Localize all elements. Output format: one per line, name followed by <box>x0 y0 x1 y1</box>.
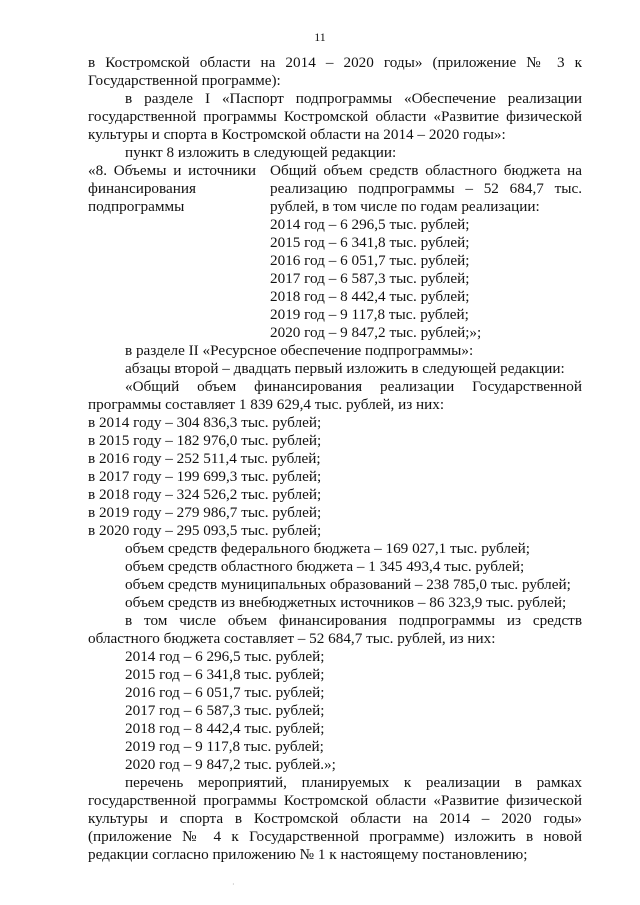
subprogram-year-2014: 2014 год – 6 296,5 тыс. рублей; <box>125 648 325 665</box>
section2-year-2018: в 2018 году – 324 526,2 тыс. рублей; <box>88 486 322 503</box>
source-regional: объем средств областного бюджета – 1 345 493,4 тыс. рублей; <box>125 558 525 575</box>
passport-year-2016: 2016 год – 6 051,7 тыс. рублей; <box>270 252 470 269</box>
section2-total-2: программы составляет 1 839 629,4 тыс. рублей, из них: <box>88 396 445 413</box>
intro-line-1: в Костромской области на 2014 – 2020 годы» (приложение № 3 к <box>88 54 582 71</box>
passport-left-3: подпрограммы <box>88 198 185 215</box>
scan-speck: · <box>232 880 235 889</box>
passport-year-2017: 2017 год – 6 587,3 тыс. рублей; <box>270 270 470 287</box>
subprogram-year-2020: 2020 год – 9 847,2 тыс. рублей.»; <box>125 756 336 773</box>
intro-line-4: государственной программы Костромской области «Развитие физической <box>88 108 582 125</box>
final-line-1: перечень мероприятий, планируемых к реализации в рамках <box>125 774 582 791</box>
intro-line-5: культуры и спорта в Костромской области на 2014 – 2020 годы»: <box>88 126 506 143</box>
passport-year-2015: 2015 год – 6 341,8 тыс. рублей; <box>270 234 470 251</box>
section2-year-2020: в 2020 году – 295 093,5 тыс. рублей; <box>88 522 322 539</box>
passport-year-2020: 2020 год – 9 847,2 тыс. рублей;»; <box>270 324 482 341</box>
intro-line-3: в разделе I «Паспорт подпрограммы «Обеспечение реализации <box>125 90 582 107</box>
subprogram-year-2018: 2018 год – 8 442,4 тыс. рублей; <box>125 720 325 737</box>
passport-left-2: финансирования <box>88 180 196 197</box>
passport-left-1: «8. Объемы и источники <box>88 162 256 179</box>
source-federal: объем средств федерального бюджета – 169 027,1 тыс. рублей; <box>125 540 531 557</box>
subprogram-line-1: в том числе объем финансирования подпрограммы из средств <box>125 612 582 629</box>
final-line-2: государственной программы Костромской области «Развитие физической <box>88 792 582 809</box>
section2-year-2017: в 2017 году – 199 699,3 тыс. рублей; <box>88 468 322 485</box>
section2-instruction: абзацы второй – двадцать первый изложить в следующей редакции: <box>125 360 565 377</box>
passport-right-1: Общий объем средств областного бюджета на <box>270 162 582 179</box>
section2-total-1: «Общий объем финансирования реализации Государственной <box>125 378 582 395</box>
subprogram-year-2015: 2015 год – 6 341,8 тыс. рублей; <box>125 666 325 683</box>
subprogram-year-2016: 2016 год – 6 051,7 тыс. рублей; <box>125 684 325 701</box>
page-number: 11 <box>314 30 326 44</box>
final-line-3: культуры и спорта в Костромской области на 2014 – 2020 годы» <box>88 810 582 827</box>
passport-year-2018: 2018 год – 8 442,4 тыс. рублей; <box>270 288 470 305</box>
source-municipal: объем средств муниципальных образований – 238 785,0 тыс. рублей; <box>125 576 571 593</box>
subprogram-year-2019: 2019 год – 9 117,8 тыс. рублей; <box>125 738 324 755</box>
subprogram-line-2: областного бюджета составляет – 52 684,7 тыс. рублей, из них: <box>88 630 496 647</box>
intro-line-2: Государственной программе): <box>88 72 281 89</box>
intro-line-6: пункт 8 изложить в следующей редакции: <box>125 144 397 161</box>
source-offbudget: объем средств из внебюджетных источников – 86 323,9 тыс. рублей; <box>125 594 567 611</box>
passport-right-3: рублей, в том числе по годам реализации: <box>270 198 540 215</box>
subprogram-year-2017: 2017 год – 6 587,3 тыс. рублей; <box>125 702 325 719</box>
final-line-4: (приложение № 4 к Государственной программе) изложить в новой <box>88 828 582 845</box>
section2-year-2015: в 2015 году – 182 976,0 тыс. рублей; <box>88 432 322 449</box>
final-line-5: редакции согласно приложению № 1 к настоящему постановлению; <box>88 846 528 863</box>
section2-year-2016: в 2016 году – 252 511,4 тыс. рублей; <box>88 450 321 467</box>
passport-year-2014: 2014 год – 6 296,5 тыс. рублей; <box>270 216 470 233</box>
passport-year-2019: 2019 год – 9 117,8 тыс. рублей; <box>270 306 469 323</box>
passport-right-2: реализацию подпрограммы – 52 684,7 тыс. <box>270 180 582 197</box>
section2-heading: в разделе II «Ресурсное обеспечение подпрограммы»: <box>125 342 474 359</box>
section2-year-2014: в 2014 году – 304 836,3 тыс. рублей; <box>88 414 322 431</box>
section2-year-2019: в 2019 году – 279 986,7 тыс. рублей; <box>88 504 322 521</box>
